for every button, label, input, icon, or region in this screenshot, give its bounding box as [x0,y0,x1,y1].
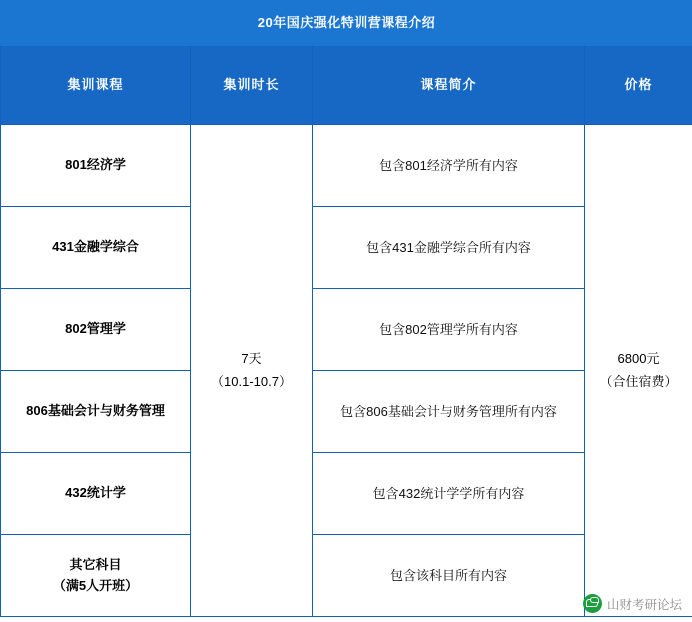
course-name-cell [1,289,191,371]
wechat-icon [583,594,602,613]
course-name-cell [1,535,191,617]
course-name-cell [1,207,191,289]
watermark [583,594,682,613]
course-description-cell: 包含802管理学所有内容 [313,289,585,371]
course-name-cell [1,371,191,453]
course-description-cell: 包含该科目所有内容 [313,535,585,617]
table-header-row [1,46,692,125]
column-header-price: 价格 [585,46,692,125]
table-row [1,125,692,207]
duration-line-2: （10.1-10.7） [211,373,292,389]
price-line-2: （合住宿费） [599,373,678,389]
page-title: 20年国庆强化特训营课程介绍 [1,1,692,46]
course-description-cell: 包含431金融学综合所有内容 [313,207,585,289]
course-name-line: 其它科目 [69,557,122,573]
column-header-duration: 集训时长 [191,46,313,125]
course-name-line: 801经济学 [65,157,126,173]
table-title-row [1,1,692,46]
course-name-line: 432统计学 [65,485,126,501]
duration-line-1: 7天 [241,351,262,367]
price-line-1: 6800元 [617,351,660,367]
watermark-label: 山财考研论坛 [606,597,682,612]
course-description-cell: 包含432统计学学所有内容 [313,453,585,535]
course-name-line: 431金融学综合 [52,239,139,255]
course-name-line: 802管理学 [65,321,126,337]
column-header-description: 课程简介 [313,46,585,125]
course-name-line: 806基础会计与财务管理 [26,403,165,419]
course-name-cell [1,453,191,535]
column-header-course: 集训课程 [1,46,191,125]
duration-cell [191,125,313,617]
course-description-cell: 包含801经济学所有内容 [313,125,585,207]
course-description-cell: 包含806基础会计与财务管理所有内容 [313,371,585,453]
course-name-cell [1,125,191,207]
course-name-line-2: （满5人开班） [52,577,139,593]
price-cell [585,125,692,617]
